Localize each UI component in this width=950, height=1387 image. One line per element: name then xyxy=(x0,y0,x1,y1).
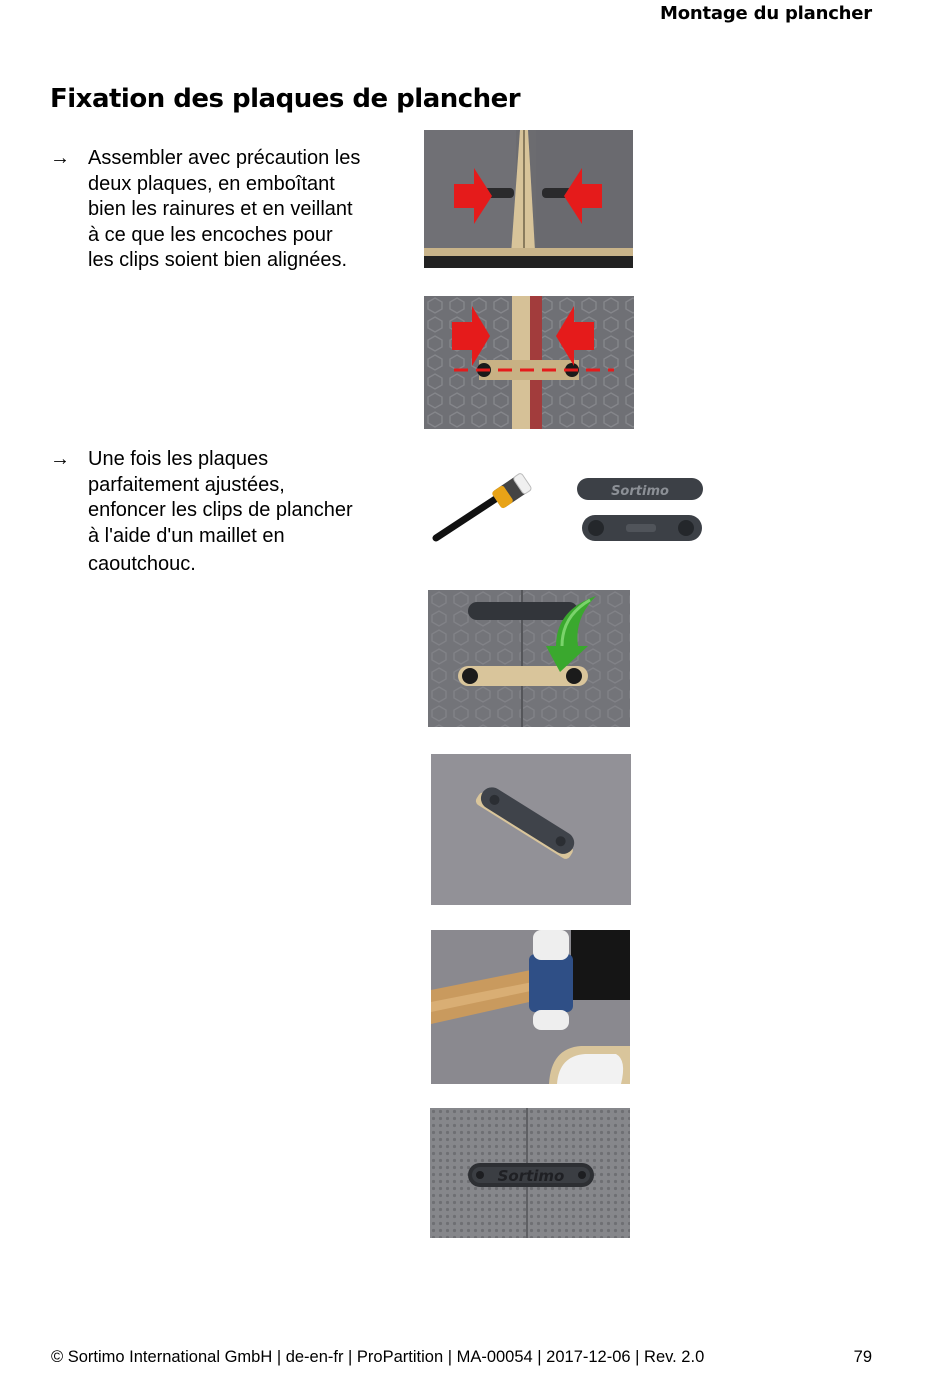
step-1-line: Assembler avec précaution les xyxy=(88,147,361,169)
step-1-line: les clips soient bien alignées. xyxy=(88,249,348,271)
step-2-line: enfoncer les clips de plancher xyxy=(88,499,353,521)
footer-text: © Sortimo International GmbH | de-en-fr | ProPartition | MA-00054 | 2017-12-06 | Rev. 2.0 xyxy=(51,1348,705,1366)
photo-clip-installed xyxy=(430,1108,630,1238)
page-title: Fixation des plaques de plancher xyxy=(50,84,521,114)
photo-plates-joining xyxy=(424,130,633,268)
step-1-line: à ce que les encoches pour xyxy=(88,223,333,246)
photo-mallet-hitting xyxy=(431,930,630,1084)
clip-logo-text: Sortimo xyxy=(611,484,669,499)
step-2-line: à l'aide d'un maillet en xyxy=(88,524,285,547)
photo-clip-insertion xyxy=(428,590,630,727)
step-2-line: caoutchouc. xyxy=(88,553,196,575)
step-1-text xyxy=(88,146,398,274)
step-2-text xyxy=(88,447,398,578)
step-1-line: bien les rainures et en veillant xyxy=(88,198,353,220)
photo-floor-clips xyxy=(574,475,706,547)
step-1-line: deux plaques, en emboîtant xyxy=(88,172,335,195)
arrow-right-icon: → xyxy=(50,448,70,470)
photo-notches-aligned xyxy=(424,296,634,429)
step-2-line: Une fois les plaques xyxy=(88,448,269,470)
photo-clip-placed xyxy=(431,754,631,905)
installed-clip-logo-text: Sortimo xyxy=(497,1167,565,1185)
step-2-line: parfaitement ajustées, xyxy=(88,473,285,496)
page-number: 79 xyxy=(853,1348,872,1366)
photo-rubber-mallet xyxy=(428,470,532,548)
section-header: Montage du plancher xyxy=(660,3,872,24)
arrow-right-icon: → xyxy=(50,147,70,169)
